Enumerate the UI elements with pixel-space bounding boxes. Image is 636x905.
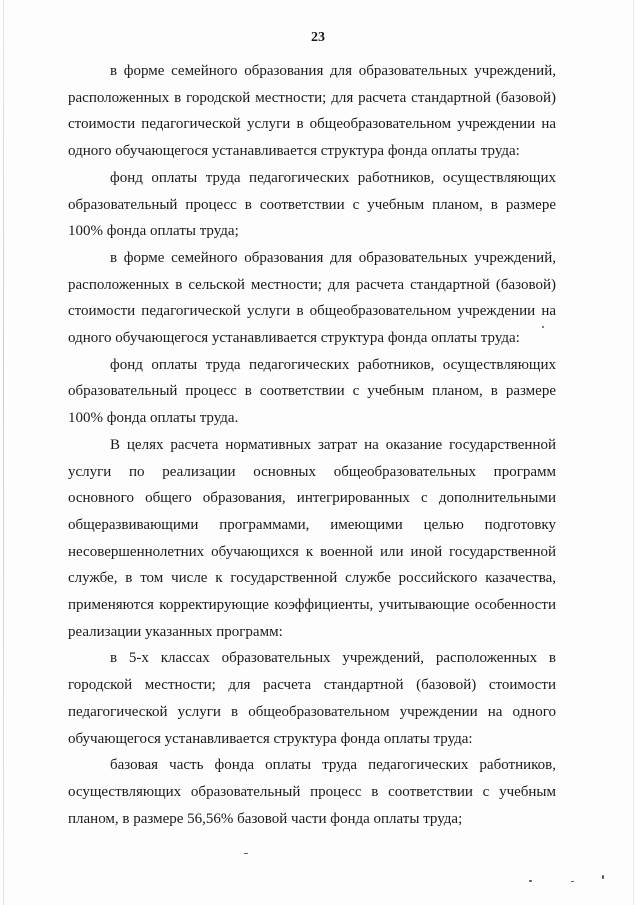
text-line: обучающегося устанавливается структура фонда оплаты труда:: [68, 730, 473, 747]
text-line: образовательный процесс в соответствии с учебным планом, в размере: [68, 196, 556, 213]
text-line: несовершеннолетних обучающихся к военной или иной государственной: [68, 543, 556, 560]
document-body: [68, 58, 556, 832]
text-line: стоимости педагогической услуги в общеобразовательном учреждении на: [68, 116, 556, 133]
text-line: 100% фонда оплаты труда.: [68, 410, 239, 427]
scan-speck: [244, 853, 248, 854]
text-line: 100% фонда оплаты труда;: [68, 223, 239, 240]
page-number: 23: [311, 30, 325, 45]
text-line: одного обучающегося устанавливается структура фонда оплаты труда:: [68, 330, 520, 347]
paragraph: [68, 58, 556, 165]
text-line: педагогической услуги в общеобразовательном учреждении на одного: [68, 703, 556, 720]
paragraph: [68, 245, 556, 352]
paragraph: [68, 352, 556, 432]
text-line: городской местности; для расчета стандартной (базовой) стоимости: [68, 677, 556, 694]
text-line: службе, в том числе к государственной службе российского казачества,: [68, 570, 556, 587]
text-line: общеразвивающими программами, имеющими целью подготовку: [68, 516, 556, 533]
text-line: в форме семейного образования для образовательных учреждений,: [110, 249, 556, 266]
text-line: образовательный процесс в соответствии с учебным планом, в размере: [68, 383, 556, 400]
paragraph: [68, 752, 556, 832]
text-line: реализации указанных программ:: [68, 623, 283, 640]
text-line: фонд оплаты труда педагогических работников, осуществляющих: [110, 356, 556, 373]
scan-edge-left: [3, 0, 4, 905]
text-line: фонд оплаты труда педагогических работников, осуществляющих: [110, 169, 556, 186]
paragraph: [68, 165, 556, 245]
paragraph: [68, 645, 556, 752]
text-line: применяются корректирующие коэффициенты, учитывающие особенности: [68, 597, 556, 614]
text-line: в форме семейного образования для образовательных учреждений,: [110, 63, 556, 79]
scan-speck: [542, 326, 544, 328]
text-line: В целях расчета нормативных затрат на оказание государственной: [110, 436, 556, 453]
text-line: в 5-х классах образовательных учреждений, расположенных в: [110, 650, 556, 667]
text-line: базовая часть фонда оплаты труда педагогических работников,: [110, 757, 556, 774]
scan-speck: [602, 875, 604, 879]
scan-speck: [571, 881, 574, 882]
text-line: услуги по реализации основных общеобразовательных программ: [68, 463, 556, 480]
scan-edge-right: [633, 0, 634, 905]
text-line: основного общего образования, интегрированных с дополнительными: [68, 490, 556, 507]
text-line: стоимости педагогической услуги в общеобразовательном учреждении на: [68, 303, 556, 320]
paragraph: [68, 432, 556, 646]
text-line: расположенных в городской местности; для расчета стандартной (базовой): [68, 89, 556, 106]
text-line: планом, в размере 56,56% базовой части фонда оплаты труда;: [68, 810, 463, 827]
text-line: одного обучающегося устанавливается структура фонда оплаты труда:: [68, 143, 520, 160]
text-line: расположенных в сельской местности; для расчета стандартной (базовой): [68, 276, 556, 293]
text-line: осуществляющих образовательный процесс в соответствии с учебным: [68, 783, 556, 800]
scan-speck: [529, 880, 532, 882]
